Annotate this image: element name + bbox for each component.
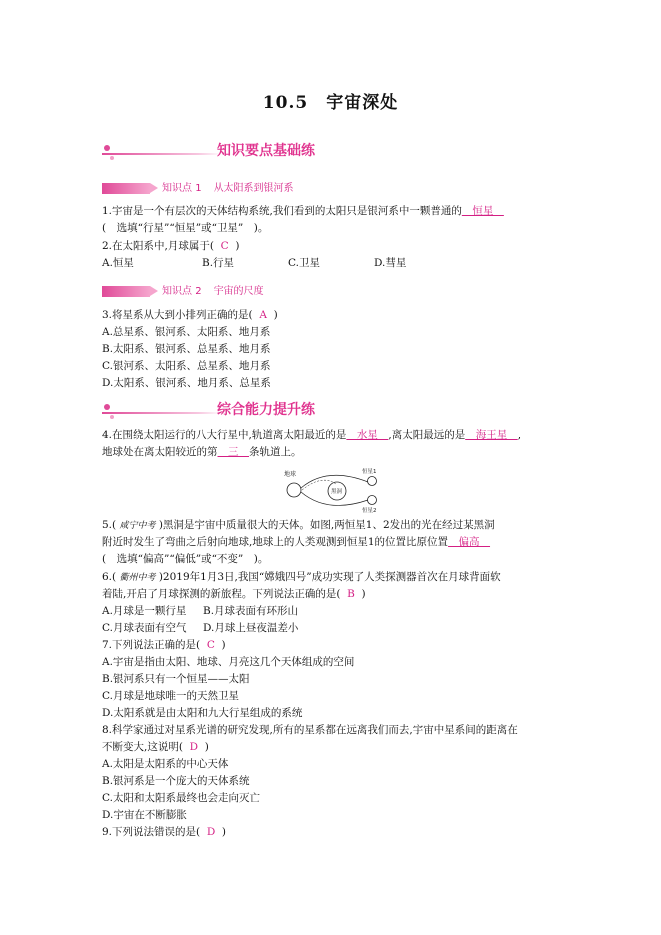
option: A.太阳是太阳系的中心天体 xyxy=(102,758,229,770)
option: B.太阳系、银河系、总星系、地月系 xyxy=(102,343,271,355)
section-title: 综合能力提升练 xyxy=(217,402,315,418)
section-header-advanced xyxy=(102,402,402,420)
option: D.太阳系就是由太阳和九大行星组成的系统 xyxy=(102,707,303,719)
star2-label: 恒星2 xyxy=(362,508,377,514)
blackhole-label: 黑洞 xyxy=(331,489,343,495)
option: B.银河系只有一个恒星——太阳 xyxy=(102,673,250,685)
black-hole-diagram xyxy=(282,468,382,514)
option: B.银河系是一个庞大的天体系统 xyxy=(102,775,250,787)
question-8-cont: 不断变大,这说明( D ) xyxy=(102,741,209,753)
question-1: 1.宇宙是一个有层次的天体结构系统,我们看到的太阳只是银河系中一颗普通的 恒星 xyxy=(102,205,504,217)
question-5: 5.( 咸宁中考 )黑洞是宇宙中质量很大的天体。如图,两恒星1、2发出的光在经过某黑洞 xyxy=(102,519,495,531)
question-5-hint: ( 选填“偏高”“偏低”或“不变” )。 xyxy=(102,553,269,565)
answer-blank: 恒星 xyxy=(461,205,504,217)
question-1-hint: ( 选填“行星”“恒星”或“卫星” )。 xyxy=(102,222,269,234)
question-6: 6.( 衢州中考 )2019年1月3日,我国“嫦娥四号”成功实现了人类探测器首次在月球背面软 xyxy=(102,571,501,583)
option: A.总星系、银河系、太阳系、地月系 xyxy=(102,326,271,338)
question-6-cont: 着陆,开启了月球探测的新旅程。下列说法正确的是( B ) xyxy=(102,588,366,600)
question-3: 3.将星系从大到小排列正确的是( A ) xyxy=(102,309,278,321)
question-6-options-row1: A.月球是一颗行星 B.月球表面有环形山 xyxy=(102,605,299,617)
question-2: 2.在太阳系中,月球属于( C ) xyxy=(102,240,240,252)
question-6-options-row2: C.月球表面有空气 D.月球上昼夜温差小 xyxy=(102,622,299,634)
option: C.银河系、太阳系、总星系、地月系 xyxy=(102,360,271,372)
section-header-basic xyxy=(102,143,402,161)
option: C.太阳和太阳系最终也会走向灭亡 xyxy=(102,792,260,804)
earth-label: 地球 xyxy=(284,471,297,478)
knowledge-point-2: 知识点 2 宇宙的尺度 xyxy=(102,282,264,296)
knowledge-point-1: 知识点 1 从太阳系到银河系 xyxy=(102,179,294,193)
star1-label: 恒星1 xyxy=(362,469,377,475)
option: D.太阳系、银河系、地月系、总星系 xyxy=(102,377,271,389)
question-9: 9.下列说法错误的是( D ) xyxy=(102,826,227,838)
question-4: 4.在围绕太阳运行的八大行星中,轨道离太阳最近的是 水星 ,离太阳最远的是 海王星 , xyxy=(102,429,522,441)
question-4-cont: 地球处在离太阳较近的第 三 条轨道上。 xyxy=(102,446,302,458)
option: D.宇宙在不断膨胀 xyxy=(102,809,187,821)
option: C.月球是地球唯一的天然卫星 xyxy=(102,690,239,702)
question-7: 7.下列说法正确的是( C ) xyxy=(102,639,226,651)
question-2-options: A.恒星 B.行星 C.卫星 D.彗星 xyxy=(102,257,407,269)
option: A.宇宙是指由太阳、地球、月亮这几个天体组成的空间 xyxy=(102,656,355,668)
section-title: 知识要点基础练 xyxy=(217,143,315,159)
question-8: 8.科学家通过对星系光谱的研究发现,所有的星系都在远离我们而去,宇宙中星系间的距离在 xyxy=(102,724,518,736)
page-title: 10.5 宇宙深处 xyxy=(262,93,399,113)
question-5-cont: 附近时发生了弯曲之后射向地球,地球上的人类观测到恒星1的位置比原位置 偏高 xyxy=(102,536,491,548)
